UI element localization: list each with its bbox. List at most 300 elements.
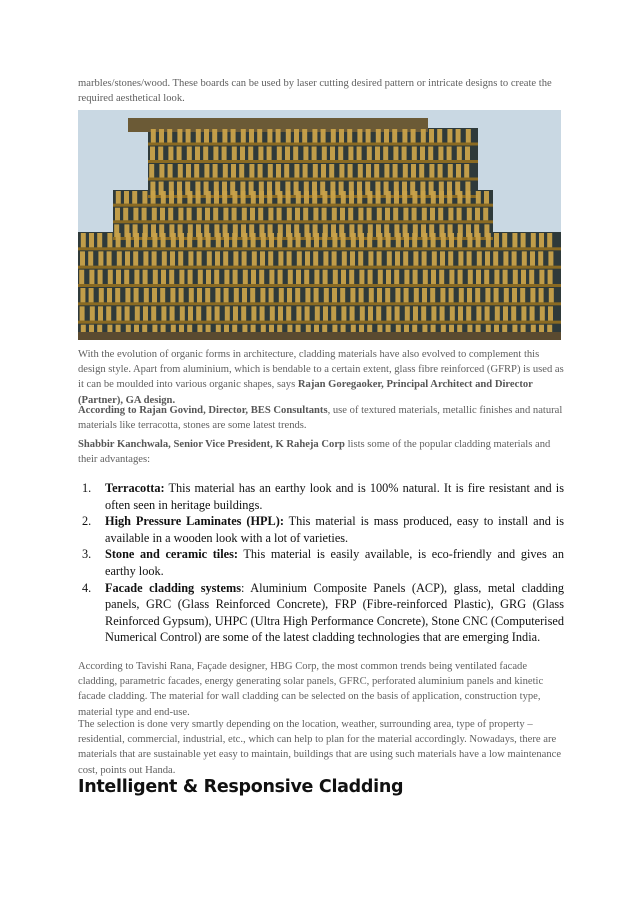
facade-fin (303, 147, 308, 161)
facade-fin (168, 147, 173, 161)
facade-fin (268, 164, 273, 178)
facade-fin (358, 251, 363, 265)
facade-fin (116, 270, 121, 284)
facade-fin (476, 233, 481, 247)
facade-fin (134, 288, 139, 302)
facade-fin (323, 251, 328, 265)
facade-fin (366, 129, 371, 143)
facade-fin (465, 147, 470, 161)
facade-fin (133, 251, 138, 265)
facade-fin (124, 270, 129, 284)
facade-fin (276, 129, 281, 143)
facade-fin (377, 251, 382, 265)
facade-fin (241, 306, 246, 320)
facade-fin (447, 147, 452, 161)
facade-fin (196, 129, 201, 143)
facade-fin (149, 164, 154, 178)
facade-fin (195, 147, 200, 161)
facade-fin (295, 288, 300, 302)
floor-band (148, 160, 478, 163)
facade-fin (180, 306, 185, 320)
facade-fin (286, 191, 291, 204)
facade-fin (331, 129, 336, 143)
facade-fin (431, 306, 436, 320)
facade-fin (385, 208, 390, 221)
facade-fin (539, 270, 544, 284)
facade-fin (330, 147, 335, 161)
facade-fin (116, 306, 121, 320)
facade-fin (125, 251, 130, 265)
facade-fin (547, 233, 552, 247)
list-description: This material has an earthy look and is 100% natural. It is fire resistant and is often seen in heritage buildings. (105, 481, 564, 512)
facade-fin (512, 288, 517, 302)
facade-fin (98, 251, 103, 265)
list-item (78, 580, 564, 646)
facade-fin (269, 270, 274, 284)
facade-fin (89, 233, 94, 247)
list-number: 1. (82, 481, 92, 495)
facade-fin (232, 208, 237, 221)
facade-fin (186, 129, 191, 143)
facade-fin (303, 208, 308, 221)
facade-fin (278, 306, 283, 320)
facade-fin (447, 129, 452, 143)
facade-fin (438, 208, 443, 221)
facade-fin (459, 288, 464, 302)
facade-fin (494, 270, 499, 284)
facade-fin (159, 164, 164, 178)
facade-fin (341, 233, 346, 247)
facade-fin (464, 164, 469, 178)
facade-fin (495, 306, 500, 320)
facade-fin (448, 251, 453, 265)
list-number: 3. (82, 547, 92, 562)
facade-fin (197, 288, 202, 302)
facade-fin (395, 306, 400, 320)
list-item (78, 546, 564, 579)
facade-fin (97, 233, 102, 247)
facade-fin (239, 164, 244, 178)
facade-fin (242, 288, 247, 302)
facade-fin (456, 164, 461, 178)
facade-fin (375, 147, 380, 161)
facade-fin (151, 129, 156, 143)
facade-fin (351, 233, 356, 247)
facade-fin (178, 164, 183, 178)
facade-fin (420, 147, 425, 161)
facade-fin (513, 270, 518, 284)
facade-fin (548, 251, 553, 265)
facade-fin (393, 164, 398, 178)
facade-fin (117, 251, 122, 265)
evolution-attribution: Rajan Goregaoker, Principal Architect and Director (Partner), GA design. (78, 379, 533, 406)
facade-fin (116, 191, 121, 204)
facade-fin (161, 233, 166, 247)
facade-fin (314, 288, 319, 302)
facade-fin (268, 251, 273, 265)
facade-fin (98, 270, 103, 284)
facade-fin (170, 251, 175, 265)
facade-fin (412, 147, 417, 161)
intro-paragraph: marbles/stones/wood. These boards can be used by laser cutting desired pattern or intricate designs to create the required aesthetical look. (78, 78, 552, 105)
facade-fin (494, 288, 499, 302)
facade-fin (432, 251, 437, 265)
facade-fin (277, 147, 282, 161)
facade-fin (294, 164, 299, 178)
floor-band (113, 220, 493, 223)
facade-fin (413, 306, 418, 320)
facade-fin (483, 208, 488, 221)
facade-fin (242, 233, 247, 247)
facade-fin (403, 251, 408, 265)
facade-fin (294, 129, 299, 143)
facade-fin (125, 288, 130, 302)
facade-fin (277, 191, 282, 204)
facade-fin (287, 251, 292, 265)
facade-fin (213, 208, 218, 221)
facade-fin (222, 147, 227, 161)
facade-fin (107, 288, 112, 302)
floor-band (113, 237, 493, 240)
facade-fin (268, 208, 273, 221)
facade-fin (394, 270, 399, 284)
facade-fin (267, 191, 272, 204)
facade-fin (142, 233, 147, 247)
facade-fin (133, 208, 138, 221)
facade-fin (493, 251, 498, 265)
facade-fin (341, 306, 346, 320)
facade-fin (267, 147, 272, 161)
facade-fin (502, 233, 507, 247)
facade-fin (250, 208, 255, 221)
facade-fin (494, 233, 499, 247)
facade-fin (458, 306, 463, 320)
facade-fin (350, 306, 355, 320)
facade-fin (339, 164, 344, 178)
facade-fin (287, 208, 292, 221)
facade-fin (486, 233, 491, 247)
govind-paragraph (78, 403, 564, 433)
list-term: High Pressure Laminates (HPL): (105, 514, 284, 529)
facade-fin (466, 191, 471, 204)
facade-fin (314, 233, 319, 247)
facade-fin (153, 270, 158, 284)
facade-fin (374, 164, 379, 178)
selection-paragraph: The selection is done very smartly depending on the location, weather, surrounding area, type of property – residential, commercial, industrial, etc., which can help to plan for the material accordingly. Nowadays, there are materials that are sustainable yet easy to maintain, buildings that are using such materials have a low maintenance cost, points out Handa. (78, 719, 562, 776)
facade-fin (521, 270, 526, 284)
facade-fin (312, 147, 317, 161)
facade-fin (366, 164, 371, 178)
facade-fin (225, 306, 230, 320)
list-item (78, 480, 564, 513)
list-number: 4. (82, 580, 92, 595)
facade-fin (293, 147, 298, 161)
facade-fin (223, 164, 228, 178)
facade-fin (369, 288, 374, 302)
facade-fin (386, 270, 391, 284)
facade-fin (296, 306, 301, 320)
facade-fin (251, 191, 256, 204)
facade-fin (413, 270, 418, 284)
facade-fin (439, 191, 444, 204)
facade-fin (215, 251, 220, 265)
facade-fin (392, 129, 397, 143)
facade-fin (151, 306, 156, 320)
facade-fin (90, 306, 95, 320)
facade-fin (143, 251, 148, 265)
facade-fin (187, 147, 192, 161)
facade-fin (168, 208, 173, 221)
facade-fin (540, 306, 545, 320)
facade-fin (79, 270, 84, 284)
facade-fin (394, 191, 399, 204)
evolution-text: With the evolution of organic forms in architecture, cladding materials have also evolved to complement this design style. Apart from aluminium, which is bendable to a certain extent, glass fibre reinforced (GFRP) is used as it can be moulded into various organic shapes, says (78, 349, 564, 391)
facade-fin (159, 129, 164, 143)
facade-fin (357, 147, 362, 161)
facade-fin (348, 208, 353, 221)
facade-fin (205, 208, 210, 221)
facade-fin (224, 233, 229, 247)
list-term: Stone and ceramic tiles: (105, 547, 238, 562)
facade-fin (152, 288, 157, 302)
facade-fin (349, 270, 354, 284)
shabbir-paragraph (78, 437, 564, 467)
facade-fin (405, 306, 410, 320)
facade-fin (214, 191, 219, 204)
facade-fin (476, 270, 481, 284)
facade-fin (359, 270, 364, 284)
facade-fin (223, 208, 228, 221)
facade-fin (179, 288, 184, 302)
facade-fin (251, 270, 256, 284)
facade-fin (169, 270, 174, 284)
facade-fin (240, 147, 245, 161)
facade-fin (142, 208, 147, 221)
facade-fin (404, 233, 409, 247)
facade-fin (258, 147, 263, 161)
list-item (78, 513, 564, 546)
facade-fin (323, 306, 328, 320)
facade-fin (233, 306, 238, 320)
facade-fin (342, 251, 347, 265)
facade-fin (106, 306, 111, 320)
facade-fin (332, 208, 337, 221)
facade-fin (259, 191, 264, 204)
govind-text: , use of textured materials, metallic finishes and natural materials like terracotta, stones are some latest trends. (78, 405, 563, 432)
facade-fin (447, 191, 452, 204)
facade-fin (393, 147, 398, 161)
facade-fin (368, 306, 373, 320)
facade-fin (178, 251, 183, 265)
shabbir-text: lists some of the popular cladding materials and their advantages: (78, 439, 551, 466)
list-term: Terracotta: (105, 481, 165, 495)
floor-band (78, 247, 561, 250)
facade-fin (143, 306, 148, 320)
facade-fin (359, 233, 364, 247)
facade-fin (251, 306, 256, 320)
facade-fin (204, 164, 209, 178)
facade-fin (287, 233, 292, 247)
facade-fin (441, 233, 446, 247)
facade-fin (150, 147, 155, 161)
facade-fin (376, 191, 381, 204)
facade-fin (421, 306, 426, 320)
facade-fin (241, 129, 246, 143)
section-heading: Intelligent & Responsive Cladding (78, 777, 404, 797)
facade-fin (522, 251, 527, 265)
facade-fin (439, 270, 444, 284)
facade-fin (259, 270, 264, 284)
facade-fin (171, 233, 176, 247)
facade-fin (242, 251, 247, 265)
facade-fin (216, 233, 221, 247)
facade-fin (414, 288, 419, 302)
facade-fin (437, 129, 442, 143)
facade-fin (134, 270, 139, 284)
facade-fin (340, 208, 345, 221)
facade-fin (223, 251, 228, 265)
facade-fin (107, 251, 112, 265)
facade-fin (378, 270, 383, 284)
facade-fin (440, 306, 445, 320)
facade-fin (314, 270, 319, 284)
facade-fin (186, 164, 191, 178)
facade-fin (288, 270, 293, 284)
facade-fin (305, 306, 310, 320)
facade-fin (539, 288, 544, 302)
facade-fin (322, 233, 327, 247)
facade-fin (503, 251, 508, 265)
facade-fin (402, 129, 407, 143)
facade-fin (151, 191, 156, 204)
facade-fin (170, 306, 175, 320)
facade-fin (188, 251, 193, 265)
facade-fin (161, 306, 166, 320)
facade-fin (313, 251, 318, 265)
facade-fin (89, 288, 94, 302)
facade-fin (403, 208, 408, 221)
facade-fin (158, 147, 163, 161)
facade-fin (296, 270, 301, 284)
facade-fin (413, 251, 418, 265)
facade-fin (467, 208, 472, 221)
facade-fin (530, 306, 535, 320)
facade-fin (350, 251, 355, 265)
facade-fin (520, 288, 525, 302)
facade-fin (422, 251, 427, 265)
facade-fin (206, 233, 211, 247)
facade-fin (331, 306, 336, 320)
facade-fin (306, 233, 311, 247)
facade-fin (376, 306, 381, 320)
facade-fin (304, 270, 309, 284)
facade-fin (233, 270, 238, 284)
facade-fin (384, 164, 389, 178)
facade-fin (458, 251, 463, 265)
facade-fin (349, 191, 354, 204)
tavishi-paragraph: According to Tavishi Rana, Façade designer, HBG Corp, the most common trends being ventilated facade cladding, parametric facades, energy generating solar panels, GFRC, perforated aluminium panels and kinetic facade cladding. The material for wall cladding can be selected on the basis of application, construction type, material type and end-use. (78, 661, 544, 718)
facade-fin (126, 233, 131, 247)
facade-fin (341, 270, 346, 284)
facade-fin (212, 129, 217, 143)
facade-fin (287, 288, 292, 302)
facade-fin (422, 233, 427, 247)
facade-fin (304, 191, 309, 204)
facade-fin (213, 164, 218, 178)
list-number: 2. (82, 514, 92, 529)
facade-fin (468, 270, 473, 284)
facade-fin (358, 164, 363, 178)
facade-fin (429, 129, 434, 143)
ground-strip (78, 332, 561, 340)
facade-fin (530, 251, 535, 265)
facade-fin (466, 306, 471, 320)
facade-fin (249, 129, 254, 143)
facade-fin (448, 164, 453, 178)
facade-fin (411, 164, 416, 178)
facade-fin (303, 164, 308, 178)
facade-fin (485, 251, 490, 265)
facade-fin (278, 251, 283, 265)
facade-fin (297, 251, 302, 265)
facade-fin (484, 191, 489, 204)
facade-fin (422, 288, 427, 302)
facade-fin (248, 147, 253, 161)
facade-fin (457, 208, 462, 221)
facade-fin (313, 208, 318, 221)
floor-band (78, 266, 561, 269)
facade-fin (376, 129, 381, 143)
facade-fin (295, 208, 300, 221)
facade-fin (107, 233, 112, 247)
facade-fin (260, 251, 265, 265)
facade-fin (277, 233, 282, 247)
facade-fin (404, 270, 409, 284)
facade-fin (284, 164, 289, 178)
facade-fin (341, 191, 346, 204)
facade-fin (142, 191, 147, 204)
facade-fin (162, 251, 167, 265)
facade-fin (428, 147, 433, 161)
facade-fin (222, 129, 227, 143)
facade-fin (99, 288, 104, 302)
facade-fin (277, 208, 282, 221)
facade-fin (250, 288, 255, 302)
facade-fin (324, 288, 329, 302)
facade-fin (430, 288, 435, 302)
facade-fin (467, 251, 472, 265)
facade-fin (257, 129, 262, 143)
facade-fin (232, 233, 237, 247)
facade-fin (421, 191, 426, 204)
facade-fin (348, 147, 353, 161)
facade-fin (457, 147, 462, 161)
facade-fin (321, 164, 326, 178)
facade-fin (241, 191, 246, 204)
facade-fin (302, 129, 307, 143)
facade-fin (143, 270, 148, 284)
facade-fin (203, 147, 208, 161)
facade-fin (160, 208, 165, 221)
facade-fin (187, 233, 192, 247)
facade-fin (279, 288, 284, 302)
facade-fin (395, 251, 400, 265)
facade-fin (197, 233, 202, 247)
facade-fin (177, 129, 182, 143)
facade-fin (177, 147, 182, 161)
facade-fin (476, 191, 481, 204)
facade-fin (196, 191, 201, 204)
